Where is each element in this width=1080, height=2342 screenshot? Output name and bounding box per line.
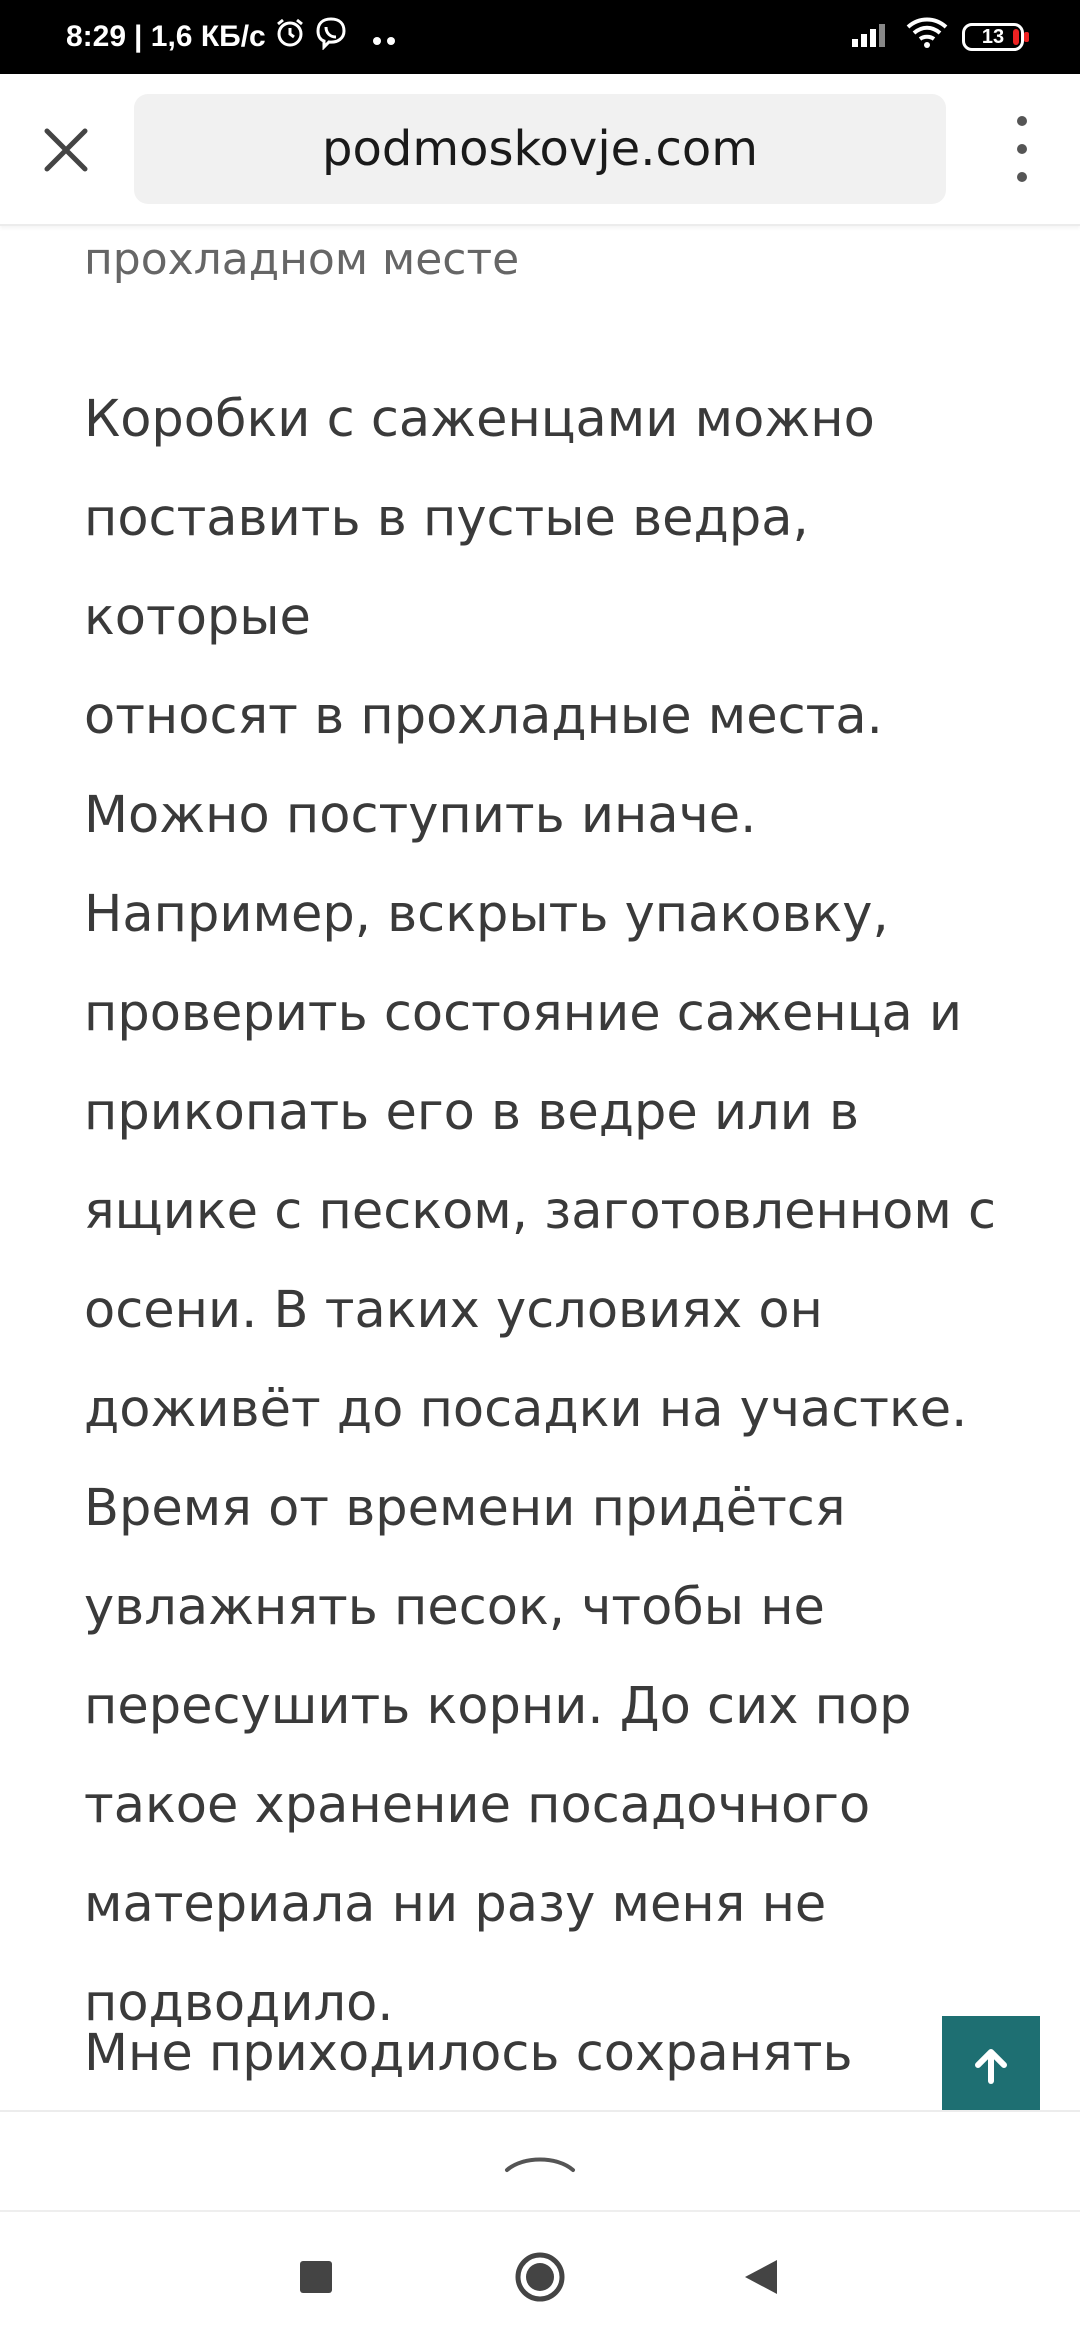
text-line: осени. В таких условиях он [84, 1281, 823, 1340]
back-triangle-icon [743, 2258, 779, 2296]
text-line: Время от времени придётся [84, 1479, 846, 1538]
scroll-top-button[interactable] [942, 2016, 1040, 2114]
menu-dot [1017, 116, 1027, 126]
recents-button[interactable] [281, 2242, 351, 2312]
text-line: относят в прохладные места. [84, 687, 883, 746]
chevron-up-icon [503, 2150, 577, 2174]
battery-level: 13 [981, 25, 1005, 48]
status-bar [0, 0, 1080, 74]
more-vert-icon[interactable] [1002, 116, 1042, 182]
back-button[interactable] [726, 2242, 796, 2312]
menu-dot [1017, 144, 1027, 154]
square-icon [300, 2261, 332, 2293]
text-line: доживёт до посадки на участке. [84, 1380, 968, 1439]
text-line: материала ни разу меня не [84, 1875, 827, 1934]
status-time: 8:29 [66, 20, 127, 53]
image-caption: прохладном месте [84, 234, 520, 285]
text-line: поставить в пустые ведра, которые [84, 489, 809, 647]
wifi-icon [906, 17, 948, 57]
text-line: такое хранение посадочного [84, 1776, 871, 1835]
menu-dot [1017, 172, 1027, 182]
article-content [84, 224, 1024, 2083]
home-button[interactable] [505, 2242, 575, 2312]
text-line: Мне приходилось сохранять [84, 2024, 853, 2083]
text-line: подводило. [84, 1974, 394, 2033]
url-bar[interactable] [134, 94, 946, 204]
text-line: прикопать его в ведре или в [84, 1083, 860, 1142]
text-line: Например, вскрыть упаковку, [84, 885, 889, 944]
text-line: Можно поступить иначе. [84, 786, 757, 845]
more-dots-icon [372, 20, 398, 54]
collapse-handle[interactable] [0, 2110, 1080, 2212]
viber-icon [314, 16, 348, 58]
browser-toolbar [0, 74, 1080, 226]
battery-low-indicator [1013, 29, 1019, 45]
signal-icon [852, 19, 892, 55]
close-icon [43, 127, 89, 173]
paragraph [84, 370, 1024, 2053]
status-left [66, 0, 398, 74]
text-line: пересушить корни. До сих пор [84, 1677, 912, 1736]
home-circle-icon [514, 2251, 566, 2303]
text-line: Коробки с саженцами можно [84, 390, 875, 449]
battery-icon [962, 23, 1024, 51]
text-line: проверить состояние саженца и [84, 984, 963, 1043]
system-nav-bar [0, 2210, 1080, 2342]
url-text: podmoskovje.com [322, 121, 758, 177]
status-speed: | 1,6 КБ/с [134, 20, 266, 53]
close-button[interactable] [36, 120, 96, 180]
status-right [852, 0, 1024, 74]
text-line: ящике с песком, заготовленном с [84, 1182, 997, 1241]
text-line: увлажнять песок, чтобы не [84, 1578, 825, 1637]
alarm-icon [274, 17, 306, 57]
arrow-up-icon [971, 2045, 1011, 2085]
